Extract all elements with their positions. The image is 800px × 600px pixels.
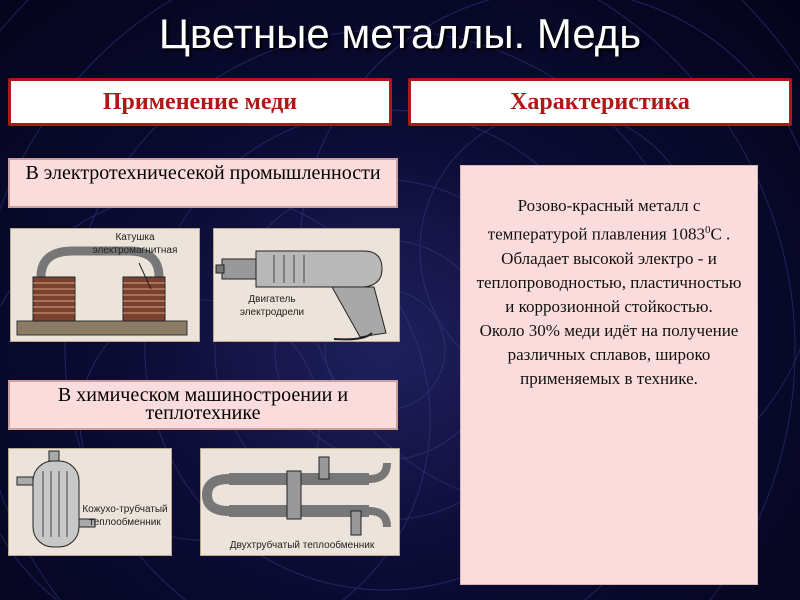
- shell-tube-drawing: [9, 449, 171, 555]
- double-tube-caption: Двухтрубчатый теплообменник: [229, 540, 375, 551]
- slide-title: Цветные металлы. Медь: [158, 10, 642, 57]
- coil-caption: Катушка электромагнитная: [92, 232, 178, 256]
- shell-tube-image: [8, 448, 172, 556]
- characteristic-line1: Розово-красный металл с температурой плавления 1083: [487, 196, 705, 244]
- coil-image: [10, 228, 200, 342]
- header-copper-application: Применение меди: [8, 78, 392, 126]
- characteristic-line2: С .: [710, 224, 731, 244]
- shell-tube-caption: Кожухо-трубчатый теплообменник: [82, 504, 168, 528]
- section-chemical: В химическом машиностроении и теплотехнике: [8, 380, 398, 430]
- characteristic-box: [460, 165, 758, 585]
- section-electrotechnical: В электротехничесекой промышленности: [8, 158, 398, 208]
- drill-drawing: [214, 229, 399, 341]
- degree-superscript: 0: [704, 224, 711, 236]
- characteristic-line4: Около 30% меди идёт на получение различных сплавов, широко применяемых в технике.: [479, 320, 739, 388]
- characteristic-line3: Обладает высокой электро - и теплопроводностью, пластичностью и коррозионной стойкостью.: [476, 248, 742, 316]
- header-characteristic: Характеристика: [408, 78, 792, 126]
- drill-caption: Двигатель электродрели: [239, 294, 305, 318]
- double-tube-image: [200, 448, 400, 556]
- drill-image: [213, 228, 400, 342]
